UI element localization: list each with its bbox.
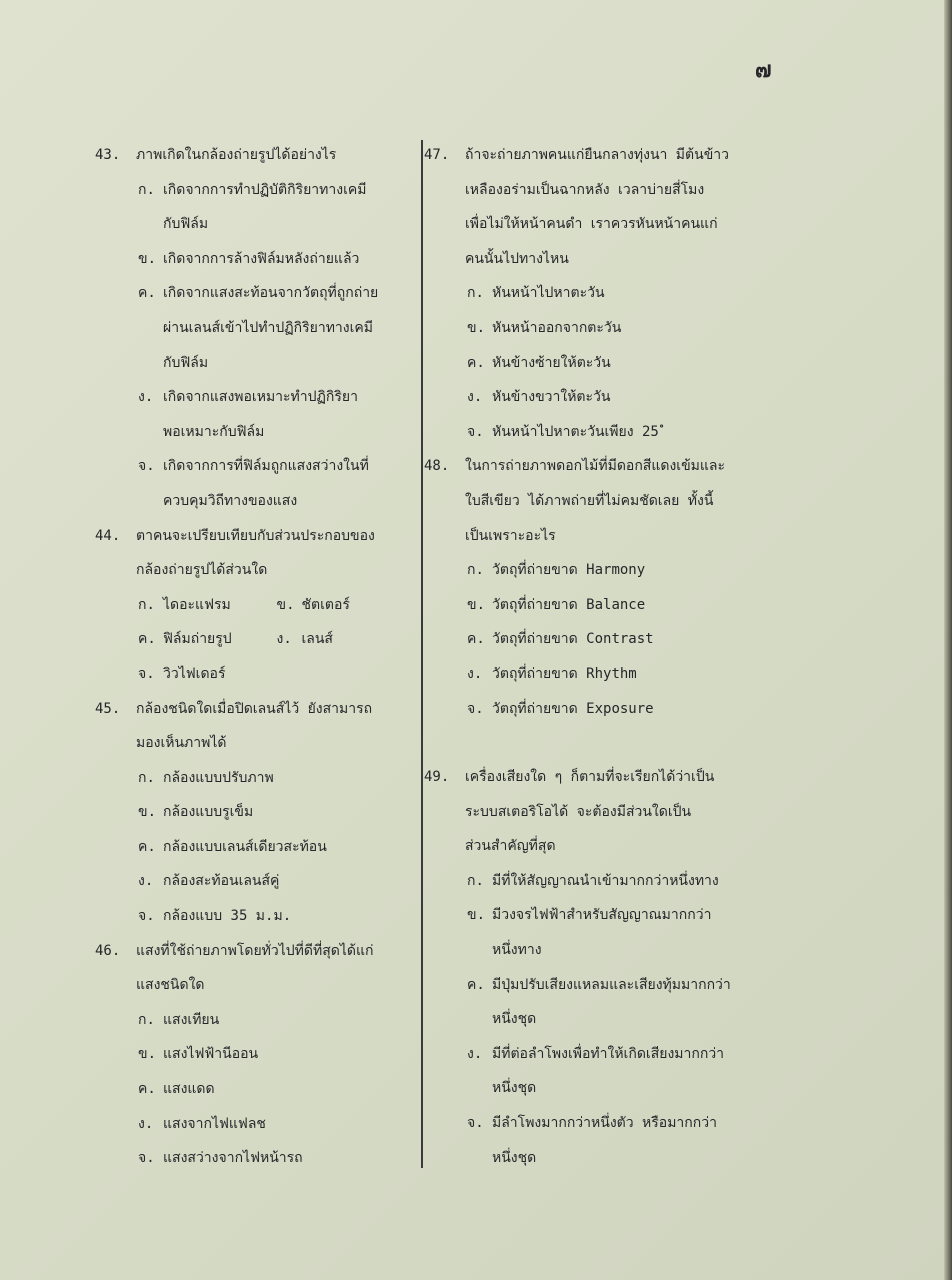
choice-text: เกิดจากการทำปฏิบัติกิริยาทางเคมี [163,181,367,198]
choice-text: มีปุ่มปรับเสียงแหลมและเสียงทุ้มมากกว่า [492,976,731,993]
question-45 [95,692,415,934]
choice-text: หันหน้าไปหาตะวัน [492,285,605,302]
choice-text: กล้องสะท้อนเลนส์คู่ [163,873,280,890]
question-line [95,138,415,173]
choice-option [424,968,774,1003]
choice-text: เกิดจากการที่ฟิล์มถูกแสงสว่างในที่ [163,458,369,475]
choice-letter: ข. [467,319,485,336]
question-line [424,449,774,484]
choice-text: หันหน้าไปหาตะวันเพียง 25 ํ [492,423,664,440]
choice-letter: ก. [467,562,484,579]
choice-option [95,173,415,208]
question-text: ส่วนสำคัญที่สุด [465,838,556,855]
spacer [424,726,774,760]
choice-letter: จ. [467,1115,484,1132]
question-line [95,519,415,554]
choice-letter: ก. [138,181,155,198]
choice-option [424,657,774,692]
choice-option [95,899,415,934]
choice-letter: ง. [467,389,483,406]
choice-text: เกิดจากการล้างฟิล์มหลังถ่ายแล้ว [163,250,360,267]
choice-text: หนึ่งชุด [492,1011,537,1028]
column-divider [421,140,423,1168]
question-text: แสงที่ใช้ถ่ายภาพโดยทั่วไปที่ดีที่สุดได้แก่ [136,942,374,959]
choice-text: ผ่านเลนส์เข้าไปทำปฏิกิริยาทางเคมี [163,319,373,336]
choice-option [95,1037,415,1072]
question-text: ตาคนจะเปรียบเทียบกับส่วนประกอบของ [136,527,375,544]
choice-option [95,242,415,277]
choice-letter: ค. [138,838,156,855]
choice-option [95,830,415,865]
choice-text: แสงแดด [163,1081,215,1098]
choice-letter: ค. [467,976,485,993]
choice-option [424,311,774,346]
choice-option [424,588,774,623]
choice-letter: จ. [138,908,155,925]
question-47 [424,138,774,449]
choice-letter: จ. [467,423,484,440]
choice-text: กล้องแบบปรับภาพ [163,769,274,786]
question-text: กล้องถ่ายรูปได้ส่วนใด [136,562,268,579]
question-text: แสงชนิดใด [136,977,205,994]
choice-text: วัตถุที่ถ่ายขาด Harmony [492,562,646,579]
choice-option [277,622,416,657]
question-text: เหลืองอร่ามเป็นฉากหลัง เวลาบ่ายสี่โมง [465,181,705,198]
choice-letter: ง. [467,1045,483,1062]
choice-option [424,1106,774,1141]
choice-option [95,795,415,830]
choice-text: แสงจากไฟแฟลช [163,1115,266,1132]
choice-option [424,346,774,381]
choice-text: หันข้างซ้ายให้ตะวัน [492,354,611,371]
choice-text: แสงไฟฟ้านีออน [163,1046,259,1063]
choice-text: หนึ่งทาง [492,942,542,959]
choice-text: พอเหมาะกับฟิล์ม [163,423,265,440]
choice-option [95,276,415,311]
choice-option [424,692,774,727]
choice-text: มีที่ให้สัญญาณนำเข้ามากกว่าหนึ่งทาง [492,872,719,889]
choice-option [95,380,415,415]
choice-option [95,449,415,484]
question-text: มองเห็นภาพได้ [136,735,227,752]
choice-letter: จ. [138,458,155,475]
choice-text: แสงสว่างจากไฟหน้ารถ [163,1150,303,1167]
choice-letter: ค. [138,285,156,302]
choice-option [95,1072,415,1107]
left-column [95,138,415,1176]
choice-letter: ข. [138,804,156,821]
question-text: ระบบสเตอริโอได้ จะต้องมีส่วนใดเป็น [465,803,692,820]
question-44 [95,519,415,692]
choice-option [95,657,415,692]
choice-option [95,864,415,899]
question-49 [424,760,774,1175]
choice-text: วัตถุที่ถ่ายขาด Contrast [492,631,654,648]
choice-text: กับฟิล์ม [163,354,209,371]
question-text: ภาพเกิดในกล้องถ่ายรูปได้อย่างไร [136,147,337,163]
choice-text: วิวไฟเดอร์ [163,665,226,682]
right-column [424,138,774,1175]
choice-letter: จ. [138,1150,155,1167]
question-text: ใบสีเขียว ได้ภาพถ่ายที่ไม่คมชัดเลย ทั้งนี้ [465,492,714,509]
choice-letter: ง. [138,1115,154,1132]
question-text: เป็นเพราะอะไร [465,527,556,544]
choice-pair-row [95,622,415,657]
question-text: เครื่องเสียงใด ๆ ก็ตามที่จะเรียกได้ว่าเป็น [465,769,715,786]
choice-text: เกิดจากแสงพอเหมาะทำปฏิกิริยา [163,389,358,406]
question-48 [424,449,774,726]
choice-text: มีวงจรไฟฟ้าสำหรับสัญญาณมากกว่า [492,907,712,924]
question-43 [95,138,415,519]
choice-letter: ง. [138,873,154,890]
choice-text: วัตถุที่ถ่ายขาด Balance [492,596,646,613]
choice-option [95,761,415,796]
choice-letter: ง. [138,389,154,406]
choice-text: เกิดจากแสงสะท้อนจากวัตถุที่ถูกถ่าย [163,285,379,302]
choice-text: หันข้างขวาให้ตะวัน [492,389,611,406]
question-number: 48. [424,458,450,475]
choice-text: กับฟิล์ม [163,216,209,233]
choice-option [424,415,774,450]
choice-option [95,1003,415,1038]
choice-letter: ง. [467,665,483,682]
choice-letter: ก. [138,596,155,613]
choice-letter: ข. [467,596,485,613]
question-text: คนนั้นไปทางไหน [465,250,569,267]
choice-text: กล้องแบบเลนส์เดียวสะท้อน [163,838,327,855]
choice-letter: ก. [467,285,484,302]
choice-option [95,1107,415,1142]
choice-letter: ง. [276,631,292,648]
choice-text: หนึ่งชุด [492,1080,537,1097]
choice-letter: ค. [467,631,485,648]
choice-option [424,553,774,588]
choice-option [424,898,774,933]
choice-text: กล้องแบบรูเข็ม [163,804,254,821]
choice-text: ชัตเตอร์ [301,596,350,613]
question-line [424,138,774,173]
question-number: 44. [95,527,121,544]
question-text: ถ้าจะถ่ายภาพคนแก่ยืนกลางทุ่งนา มีต้นข้าว [465,147,729,163]
choice-letter: ก. [467,872,484,889]
choice-text: ควบคุมวิถีทางของแสง [163,492,298,509]
choice-option [95,1141,415,1176]
question-46 [95,934,415,1176]
question-text: ในการถ่ายภาพดอกไม้ที่มีดอกสีแดงเข้มและ [465,458,726,475]
question-number: 45. [95,700,121,717]
choice-letter: จ. [467,700,484,717]
choice-text: หนึ่งชุด [492,1149,537,1166]
choice-text: วัตถุที่ถ่ายขาด Rhythm [492,665,637,682]
question-line [424,760,774,795]
choice-option [424,1037,774,1072]
choice-text: เลนส์ [301,631,333,648]
page-number: ๗ [755,58,772,83]
choice-option [424,864,774,899]
question-number: 46. [95,942,121,959]
choice-letter: ค. [467,354,485,371]
choice-text: มีที่ต่อลำโพงเพื่อทำให้เกิดเสียงมากกว่า [492,1045,725,1062]
question-number: 43. [95,147,121,163]
question-line [95,692,415,727]
choice-letter: ข. [276,596,295,613]
choice-option [138,588,277,623]
question-number: 49. [424,769,450,786]
choice-option [138,622,277,657]
choice-letter: จ. [138,665,155,682]
choice-option [277,588,416,623]
choice-letter: ค. [138,631,156,648]
question-number: 47. [424,147,450,163]
choice-text: แสงเทียน [163,1011,220,1028]
choice-letter: ก. [138,769,155,786]
choice-pair-row [95,588,415,623]
choice-text: ฟิล์มถ่ายรูป [163,631,232,648]
choice-text: มีลำโพงมากกว่าหนึ่งตัว หรือมากกว่า [492,1115,717,1132]
question-text: เพื่อไม่ให้หน้าคนดำ เราควรหันหน้าคนแก่ [465,216,718,233]
question-text: กล้องชนิดใดเมื่อปิดเลนส์ไว้ ยังสามารถ [136,700,373,717]
choice-letter: ก. [138,1011,155,1028]
choice-text: ไดอะแฟรม [163,596,231,613]
choice-letter: ข. [138,1046,156,1063]
page-edge [944,0,952,1280]
choice-letter: ค. [138,1081,156,1098]
choice-option [424,380,774,415]
question-line [95,934,415,969]
choice-letter: ข. [467,907,485,924]
choice-text: วัตถุที่ถ่ายขาด Exposure [492,700,654,717]
choice-text: หันหน้าออกจากตะวัน [492,319,622,336]
choice-letter: ข. [138,250,156,267]
choice-option [424,276,774,311]
choice-text: กล้องแบบ 35 ม.ม. [163,908,292,925]
choice-option [424,622,774,657]
